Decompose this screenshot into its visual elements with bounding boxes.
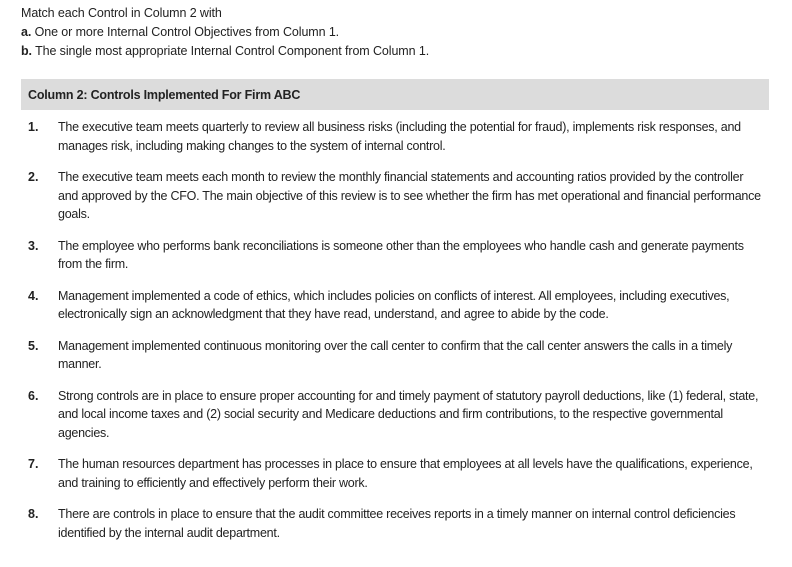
control-item-5 xyxy=(21,337,771,374)
part-a-label: a. xyxy=(21,25,32,39)
control-text: Management implemented continuous monitoring over the call center to confirm that the call center answers the calls in a timely manner. xyxy=(58,338,733,371)
control-text: Management implemented a code of ethics, which includes policies on conflicts of interest. All employees, including executives, electronically sign an acknowledgment that they have read, understand, and agree to abide by the code. xyxy=(58,288,730,321)
control-item-2 xyxy=(21,168,771,224)
control-number: 7. xyxy=(28,457,39,471)
column-2-header xyxy=(21,79,769,110)
part-b-label: b. xyxy=(21,44,32,58)
control-number: 8. xyxy=(28,507,39,521)
control-text: The executive team meets quarterly to review all business risks (including the potential for fraud), implements risk responses, and manages risk, including making changes to the system of internal control. xyxy=(58,120,741,153)
control-item-7 xyxy=(21,455,771,492)
instruction-line: Match each Control in Column 2 with xyxy=(21,6,222,20)
control-item-6 xyxy=(21,387,771,443)
control-item-3 xyxy=(21,237,771,274)
instruction-part-a xyxy=(21,23,771,42)
instructions xyxy=(21,4,771,61)
control-item-4 xyxy=(21,287,771,324)
control-number: 3. xyxy=(28,238,39,253)
control-item-8 xyxy=(21,505,771,542)
control-item-1 xyxy=(21,118,771,155)
controls-list xyxy=(21,118,771,542)
instruction-part-b xyxy=(21,42,771,61)
column-2-title: Column 2: Controls Implemented For Firm ABC xyxy=(28,87,301,102)
control-text: Strong controls are in place to ensure proper accounting for and timely payment of statutory payroll deductions, like (1) federal, state, and local income taxes and (2) social security and Medicare deductions and firm contributions, to the respective governmental agencies. xyxy=(58,388,759,440)
control-text: The human resources department has processes in place to ensure that employees at all levels have the qualifications, experience, and training to efficiently and effectively perform their work. xyxy=(58,457,753,490)
part-a-text: One or more Internal Control Objectives from Column 1. xyxy=(31,25,340,39)
control-text: The employee who performs bank reconciliations is someone other than the employees who handle cash and generate payments from the firm. xyxy=(58,238,744,271)
part-b-text: The single most appropriate Internal Control Component from Column 1. xyxy=(31,44,430,58)
control-number: 4. xyxy=(28,288,39,303)
control-text: There are controls in place to ensure that the audit committee receives reports in a timely manner on internal control deficiencies identified by the internal audit department. xyxy=(58,507,736,540)
control-number: 5. xyxy=(28,338,39,353)
control-text: The executive team meets each month to review the monthly financial statements and accounting ratios provided by the controller and approved by the CFO. The main objective of this review is to see whether the firm has met operational and financial performance goals. xyxy=(58,170,761,221)
control-number: 2. xyxy=(28,170,39,184)
control-number: 1. xyxy=(28,120,39,134)
control-number: 6. xyxy=(28,388,39,403)
